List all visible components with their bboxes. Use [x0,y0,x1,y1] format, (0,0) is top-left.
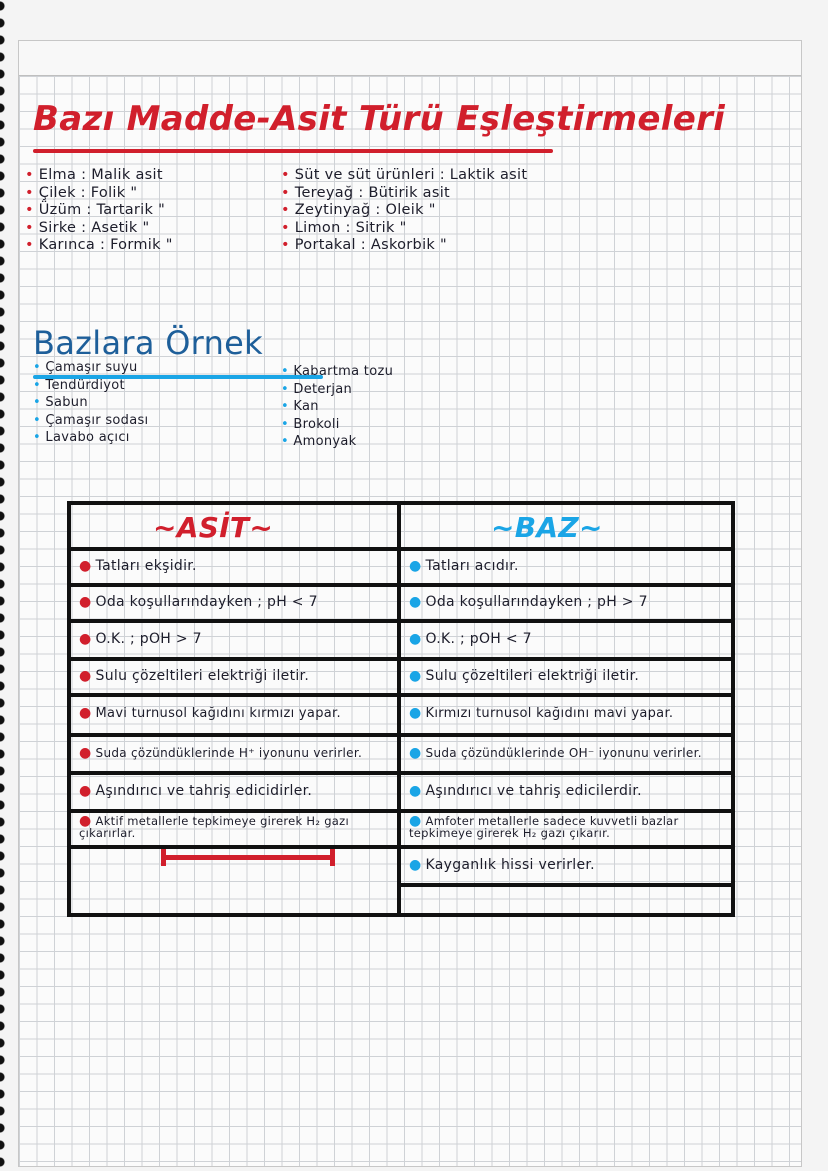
list-item: • Çilek : Folik " [25,184,138,201]
bases-left-list [33,359,148,447]
list-item: • Tereyağ : Bütirik asit [281,184,451,201]
table-cell-base: ● Tatları acıdır. [409,558,519,574]
acid-base-table [67,501,735,917]
list-item: • Amonyak [281,434,357,449]
title-underline-red [33,149,553,153]
page-title-acids: Bazı Madde-Asit Türü Eşleştirmeleri [33,99,726,139]
list-item: • Portakal : Askorbik " [281,237,447,253]
bases-right-list [281,363,393,451]
list-item: • Tendürdiyot [33,377,125,393]
list-item: • Çamaşır suyu [33,360,138,375]
list-item: • Deterjan [281,381,353,397]
table-divider [397,505,401,913]
page-header-strip [19,41,801,76]
table-cell-acid: ● Mavi turnusol kağıdını kırmızı yapar. [79,705,341,721]
table-cell-base: ● Kırmızı turnusol kağıdını mavi yapar. [409,705,674,721]
table-cell-base: ● Aşındırıcı ve tahriş edicilerdir. [409,783,642,799]
table-cell-base: ● Oda koşullarındayken ; pH > 7 [409,594,648,610]
table-cell-acid: ● Sulu çözeltileri elektriği iletir. [79,668,310,684]
page-title-bases: Bazlara Örnek [33,324,263,362]
table-header-acid: ~ASİT~ [153,511,274,544]
table-cell-acid: ● Tatları ekşidir. [79,558,197,574]
list-item: • Lavabo açıcı [33,430,130,445]
table-cell-acid: ● O.K. ; pOH > 7 [79,631,202,647]
table-cell-base: ● Sulu çözeltileri elektriği iletir. [409,668,640,684]
list-item: • Sabun [33,395,88,410]
table-header-base: ~BAZ~ [491,511,603,544]
empty-cell-dash [161,855,335,860]
list-item: • Çamaşır sodası [33,412,149,428]
list-item: • Brokoli [281,416,340,432]
table-cell-base: ● Suda çözündüklerinde OH⁻ iyonunu verirler. [409,745,702,761]
table-cell-acid: ● Aktif metallerle tepkimeye girerek H₂ gazı çıkarırlar. [79,813,349,840]
spiral-binding [0,0,10,1171]
list-item: • Elma : Malik asit [25,167,163,183]
list-item: • Süt ve süt ürünleri : Laktik asit [281,167,528,183]
pairs-right-list [281,167,527,255]
pairs-left-list [25,167,173,255]
notebook-page [18,40,802,1167]
list-item: • Kabartma tozu [281,364,394,379]
table-cell-acid: ● Suda çözündüklerinde H⁺ iyonunu verirler. [79,745,363,761]
list-item: • Üzüm : Tartarik " [25,202,166,218]
list-item: • Sirke : Asetik " [25,219,150,236]
table-cell-acid: ● Aşındırıcı ve tahriş edicidirler. [79,783,313,799]
list-item: • Limon : Sitrik " [281,219,407,236]
table-cell-base: ● O.K. ; pOH < 7 [409,631,532,647]
table-cell-base: ● Amfoter metallerle sadece kuvvetli bazlar tepkimeye girerek H₂ gazı çıkarır. [409,813,679,840]
list-item: • Kan [281,399,319,414]
table-cell-base: ● Kayganlık hissi verirler. [409,857,595,873]
list-item: • Karınca : Formik " [25,237,173,253]
list-item: • Zeytinyağ : Oleik " [281,202,436,218]
table-cell-acid: ● Oda koşullarındayken ; pH < 7 [79,594,318,610]
